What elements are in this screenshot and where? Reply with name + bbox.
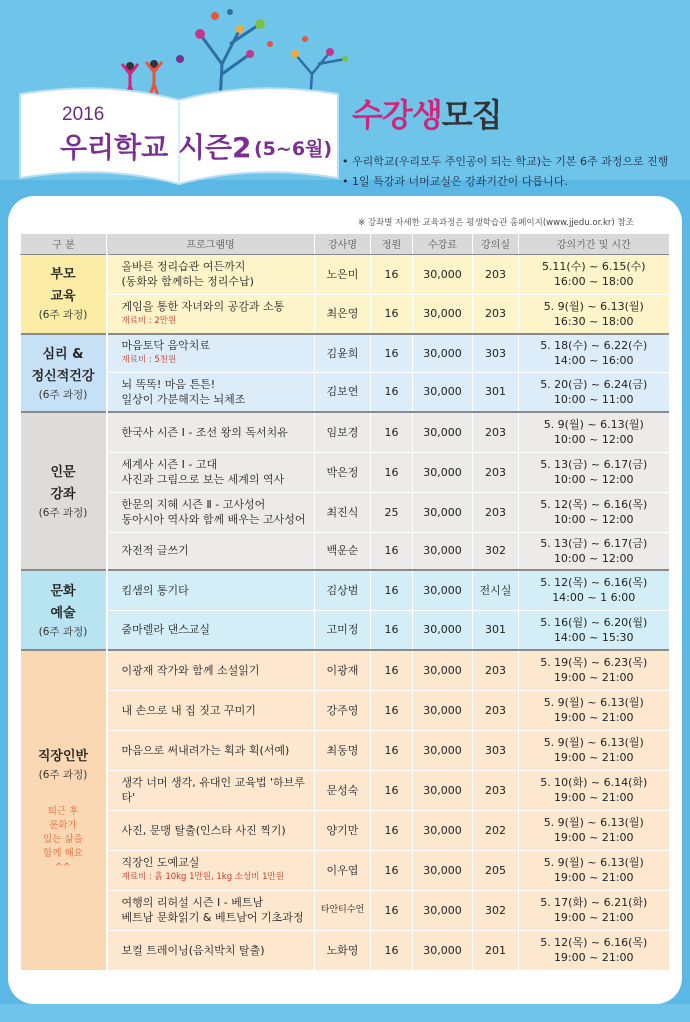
program-name: 자전적 글쓰기 [121,544,189,558]
recruit-part2: 모집 [441,96,502,134]
period-cell [519,372,669,412]
period-cell [519,532,669,570]
period-cell [519,690,669,730]
category-weeks: (6주 과정) [38,768,88,781]
instructor-cell: 김보연 [315,372,371,412]
table-row [21,770,669,810]
program-cell [107,850,315,890]
period-dates: 5. 12(목) ~ 6.16(목) [540,576,648,590]
program-name: 줌마렐라 댄스교실 [121,623,211,637]
header-program: 프로그램명 [107,234,315,254]
room-cell: 203 [473,412,519,452]
table-row [21,492,669,532]
table-row [21,570,669,610]
table-row [21,294,669,334]
period-dates: 5. 12(목) ~ 6.16(목) [540,498,648,511]
instructor-cell: 노은미 [315,254,371,294]
fee-cell: 30,000 [413,372,473,412]
period-time: 14:00 ~ 15:30 [553,630,634,644]
period-cell [519,570,669,610]
program-cell [107,890,315,930]
room-cell: 203 [473,254,519,294]
fee-cell: 30,000 [413,730,473,770]
period-dates: 5. 9(월) ~ 6.13(월) [543,696,644,709]
program-name: 게임을 통한 자녀와의 공감과 소통 [121,299,285,313]
period-time: 16:00 ~ 18:00 [553,275,634,288]
fee-cell: 30,000 [413,810,473,850]
room-cell: 301 [473,610,519,650]
capacity-cell: 16 [371,532,413,570]
header-room: 강의실 [473,234,519,254]
capacity-cell: 16 [371,334,413,372]
recruit-part1: 수강생 [352,96,442,134]
material-fee: 재료비 : 흙 10kg 1만원, 1kg 소성비 1만원 [121,872,284,882]
instructor-cell: 이광재 [315,650,371,690]
category-weeks: (6주 과정) [38,309,88,322]
fee-cell: 30,000 [413,412,473,452]
period-cell [519,610,669,650]
program-name: 직장인 도예교실 [121,856,200,869]
capacity-cell: 16 [371,412,413,452]
program-cell [107,570,315,610]
period-dates: 5. 16(월) ~ 6.20(월) [540,615,648,629]
period-dates: 5. 20(금) ~ 6.24(금) [540,377,648,391]
instructor-cell: 이우엽 [315,850,371,890]
program-cell [107,492,315,532]
program-cell [107,690,315,730]
category-weeks: (6주 과정) [38,388,88,401]
room-cell: 202 [473,810,519,850]
capacity-cell: 16 [371,570,413,610]
category-cell [21,412,107,570]
handwritten-line: 함께 해요 [43,847,83,859]
room-cell: 201 [473,930,519,970]
program-name: 킴샘의 통기타 [121,583,189,597]
instructor-cell: 타안티수언 [315,890,371,930]
period-time: 19:00 ~ 21:00 [553,791,634,804]
program-name: 한문의 지혜 시즌 Ⅱ - 고사성어 [121,498,266,511]
fee-cell: 30,000 [413,850,473,890]
material-fee: 재료비 : 5천원 [121,355,177,366]
program-cell [107,452,315,492]
period-cell [519,334,669,372]
instructor-cell: 임보경 [315,412,371,452]
table-row [21,334,669,372]
period-time: 10:00 ~ 12:00 [553,551,634,565]
period-dates: 5. 9(월) ~ 6.13(월) [543,736,644,749]
fee-cell: 30,000 [413,334,473,372]
capacity-cell: 16 [371,294,413,334]
program-name: 올바른 정리습관 여든까지 [121,260,246,273]
fee-cell: 30,000 [413,650,473,690]
room-cell: 203 [473,452,519,492]
table-row [21,372,669,412]
program-cell [107,930,315,970]
period-dates: 5. 9(월) ~ 6.13(월) [543,418,644,432]
bottom-strip [0,1004,690,1022]
room-cell: 전시실 [473,570,519,610]
period-cell [519,730,669,770]
program-cell [107,650,315,690]
program-name: 보컬 트레이닝(음치박치 탈출) [121,943,265,957]
program-name: 세계사 시즌 Ⅰ - 고대 [121,458,218,471]
capacity-cell: 16 [371,650,413,690]
handwritten-line: 퇴근 후 [47,805,79,817]
period-time: 19:00 ~ 21:00 [553,671,634,685]
capacity-cell: 16 [371,254,413,294]
period-cell [519,492,669,532]
room-cell: 203 [473,770,519,810]
fee-cell: 30,000 [413,690,473,730]
period-cell [519,770,669,810]
header-instructor: 강사명 [315,234,371,254]
year-label: 2016 [62,104,105,125]
fee-cell: 30,000 [413,492,473,532]
period-dates: 5. 13(금) ~ 6.17(금) [540,458,648,471]
room-cell: 203 [473,650,519,690]
period-time: 19:00 ~ 21:00 [553,871,634,884]
room-cell: 203 [473,294,519,334]
table-row [21,610,669,650]
room-cell: 302 [473,532,519,570]
period-cell [519,452,669,492]
table-row [21,412,669,452]
bullet-2: • 1일 특강과 너머교실은 강좌기간이 다릅니다. [342,175,568,188]
period-time: 10:00 ~ 12:00 [553,513,634,526]
period-time: 19:00 ~ 21:00 [553,831,634,844]
capacity-cell: 25 [371,492,413,532]
period-dates: 5. 18(수) ~ 6.22(수) [540,339,648,353]
instructor-cell: 최동명 [315,730,371,770]
program-cell [107,254,315,294]
handwritten-note [21,805,106,875]
capacity-cell: 16 [371,372,413,412]
program-cell [107,730,315,770]
period-time: 16:30 ~ 18:00 [553,314,634,328]
category-cell [21,254,107,334]
program-name: 마음토닥 음악치료 [121,339,211,353]
program-name: 여행의 리허설 시즌 Ⅰ - 베트남 [121,896,264,909]
category-name: 정신적건강 [31,368,95,384]
recruit-heading [352,90,502,136]
period-dates: 5. 17(화) ~ 6.21(화) [540,896,648,909]
program-cell [107,770,315,810]
period-time: 19:00 ~ 21:00 [553,911,634,924]
program-subtitle: (동화와 함께하는 정리수납) [121,275,254,288]
info-bullets [342,152,668,192]
fee-cell: 30,000 [413,452,473,492]
category-name: 인문 [50,464,76,480]
instructor-cell: 양기만 [315,810,371,850]
category-name: 강좌 [50,486,76,502]
category-cell [21,334,107,412]
period-time: 19:00 ~ 21:00 [553,951,634,964]
period-time: 10:00 ~ 12:00 [553,473,634,486]
material-fee: 재료비 : 2만원 [121,315,177,326]
title-period: (5~6월) [254,138,333,160]
program-subtitle: 베트남 문화읽기 & 베트남어 기초과정 [121,911,304,924]
period-dates: 5. 19(목) ~ 6.23(목) [540,656,648,670]
period-cell [519,254,669,294]
room-cell: 302 [473,890,519,930]
instructor-cell: 문성숙 [315,770,371,810]
category-cell [21,570,107,650]
handwritten-line: ^^ [55,861,71,873]
program-subtitle: 일상이 가분해지는 뇌체조 [121,392,246,406]
program-name: 뇌 똑똑! 마음 튼튼! [121,377,216,391]
program-cell [107,810,315,850]
fee-cell: 30,000 [413,294,473,334]
period-time: 14:00 ~ 1 6:00 [552,591,636,605]
period-dates: 5. 10(화) ~ 6.14(화) [540,776,648,789]
program-subtitle: 사진과 그림으로 보는 세계의 역사 [121,473,285,486]
category-name: 부모 [50,267,76,283]
program-cell [107,372,315,412]
instructor-cell: 강주영 [315,690,371,730]
header-fee: 수강료 [413,234,473,254]
fee-cell: 30,000 [413,610,473,650]
period-dates: 5. 9(월) ~ 6.13(월) [543,816,644,829]
table-row [21,730,669,770]
program-name: 사진, 문맹 탈출(인스타 사진 찍기) [121,823,286,837]
room-cell: 203 [473,492,519,532]
period-time: 14:00 ~ 16:00 [553,354,634,368]
program-cell [107,610,315,650]
instructor-cell: 노화영 [315,930,371,970]
homepage-note: ※ 강좌별 자세한 교육과정은 평생학습관 홈페이지(www.jjedu.or.kr) 참조 [358,218,634,228]
period-cell [519,650,669,690]
table-header-row [21,234,669,254]
category-cell [21,650,107,970]
period-dates: 5. 9(월) ~ 6.13(월) [543,299,644,313]
program-name: 생각 너머 생각, 유대인 교육법 '하브루타' [121,776,305,804]
table-row [21,890,669,930]
program-subtitle: 동아시아 역사와 함께 배우는 고사성어 [121,513,306,526]
page-title: 우리학교 시즌2 [60,131,252,164]
table-row [21,452,669,492]
capacity-cell: 16 [371,452,413,492]
program-cell [107,294,315,334]
table-row [21,254,669,294]
room-cell: 301 [473,372,519,412]
room-cell: 205 [473,850,519,890]
capacity-cell: 16 [371,610,413,650]
schedule-table [20,234,669,971]
instructor-cell: 최은영 [315,294,371,334]
fee-cell: 30,000 [413,532,473,570]
category-name: 예술 [50,605,76,621]
program-name: 한국사 시즌 Ⅰ - 조선 왕의 독서치유 [121,425,288,439]
period-time: 10:00 ~ 11:00 [553,392,634,406]
instructor-cell: 고미정 [315,610,371,650]
period-cell [519,412,669,452]
fee-cell: 30,000 [413,254,473,294]
table-row [21,690,669,730]
fee-cell: 30,000 [413,930,473,970]
header-period: 강의기간 및 시간 [519,234,669,254]
room-cell: 303 [473,730,519,770]
room-cell: 203 [473,690,519,730]
table-row [21,850,669,890]
category-name: 문화 [50,583,76,599]
program-cell [107,532,315,570]
period-time: 19:00 ~ 21:00 [553,711,634,724]
period-time: 19:00 ~ 21:00 [553,751,634,764]
instructor-cell: 김윤희 [315,334,371,372]
header-capacity: 정원 [371,234,413,254]
program-cell [107,334,315,372]
handwritten-line: 문화가 [49,819,77,831]
capacity-cell: 16 [371,850,413,890]
period-cell [519,294,669,334]
table-row [21,532,669,570]
period-time: 10:00 ~ 12:00 [553,433,634,447]
header-category: 구 분 [21,234,107,254]
period-cell [519,850,669,890]
instructor-cell: 백운순 [315,532,371,570]
capacity-cell: 16 [371,810,413,850]
room-cell: 303 [473,334,519,372]
fee-cell: 30,000 [413,770,473,810]
category-weeks: (6주 과정) [38,625,88,638]
capacity-cell: 16 [371,730,413,770]
table-row [21,930,669,970]
program-name: 마음으로 써내려가는 획과 획(서예) [121,743,290,757]
capacity-cell: 16 [371,930,413,970]
period-dates: 5. 9(월) ~ 6.13(월) [543,856,644,869]
capacity-cell: 16 [371,690,413,730]
program-name: 내 손으로 내 집 짓고 꾸미기 [121,703,256,717]
fee-cell: 30,000 [413,890,473,930]
capacity-cell: 16 [371,890,413,930]
period-cell [519,890,669,930]
bullet-1: • 우리학교(우리모두 주인공이 되는 학교)는 기본 6주 과정으로 진행 [342,155,669,168]
category-weeks: (6주 과정) [38,506,88,519]
period-dates: 5.11(수) ~ 6.15(수) [541,260,646,273]
category-name: 심리 & [42,346,84,362]
instructor-cell: 김상범 [315,570,371,610]
period-dates: 5. 13(금) ~ 6.17(금) [540,536,648,550]
instructor-cell: 최진식 [315,492,371,532]
category-name: 직장인반 [37,748,89,764]
period-cell [519,810,669,850]
table-row [21,650,669,690]
period-dates: 5. 12(목) ~ 6.16(목) [540,936,648,949]
capacity-cell: 16 [371,770,413,810]
category-name: 교육 [50,289,76,305]
fee-cell: 30,000 [413,570,473,610]
instructor-cell: 박은정 [315,452,371,492]
table-row [21,810,669,850]
program-cell [107,412,315,452]
period-cell [519,930,669,970]
handwritten-line: 있는 삶을 [43,833,83,845]
program-name: 이광재 작가와 함께 소설읽기 [121,663,260,677]
